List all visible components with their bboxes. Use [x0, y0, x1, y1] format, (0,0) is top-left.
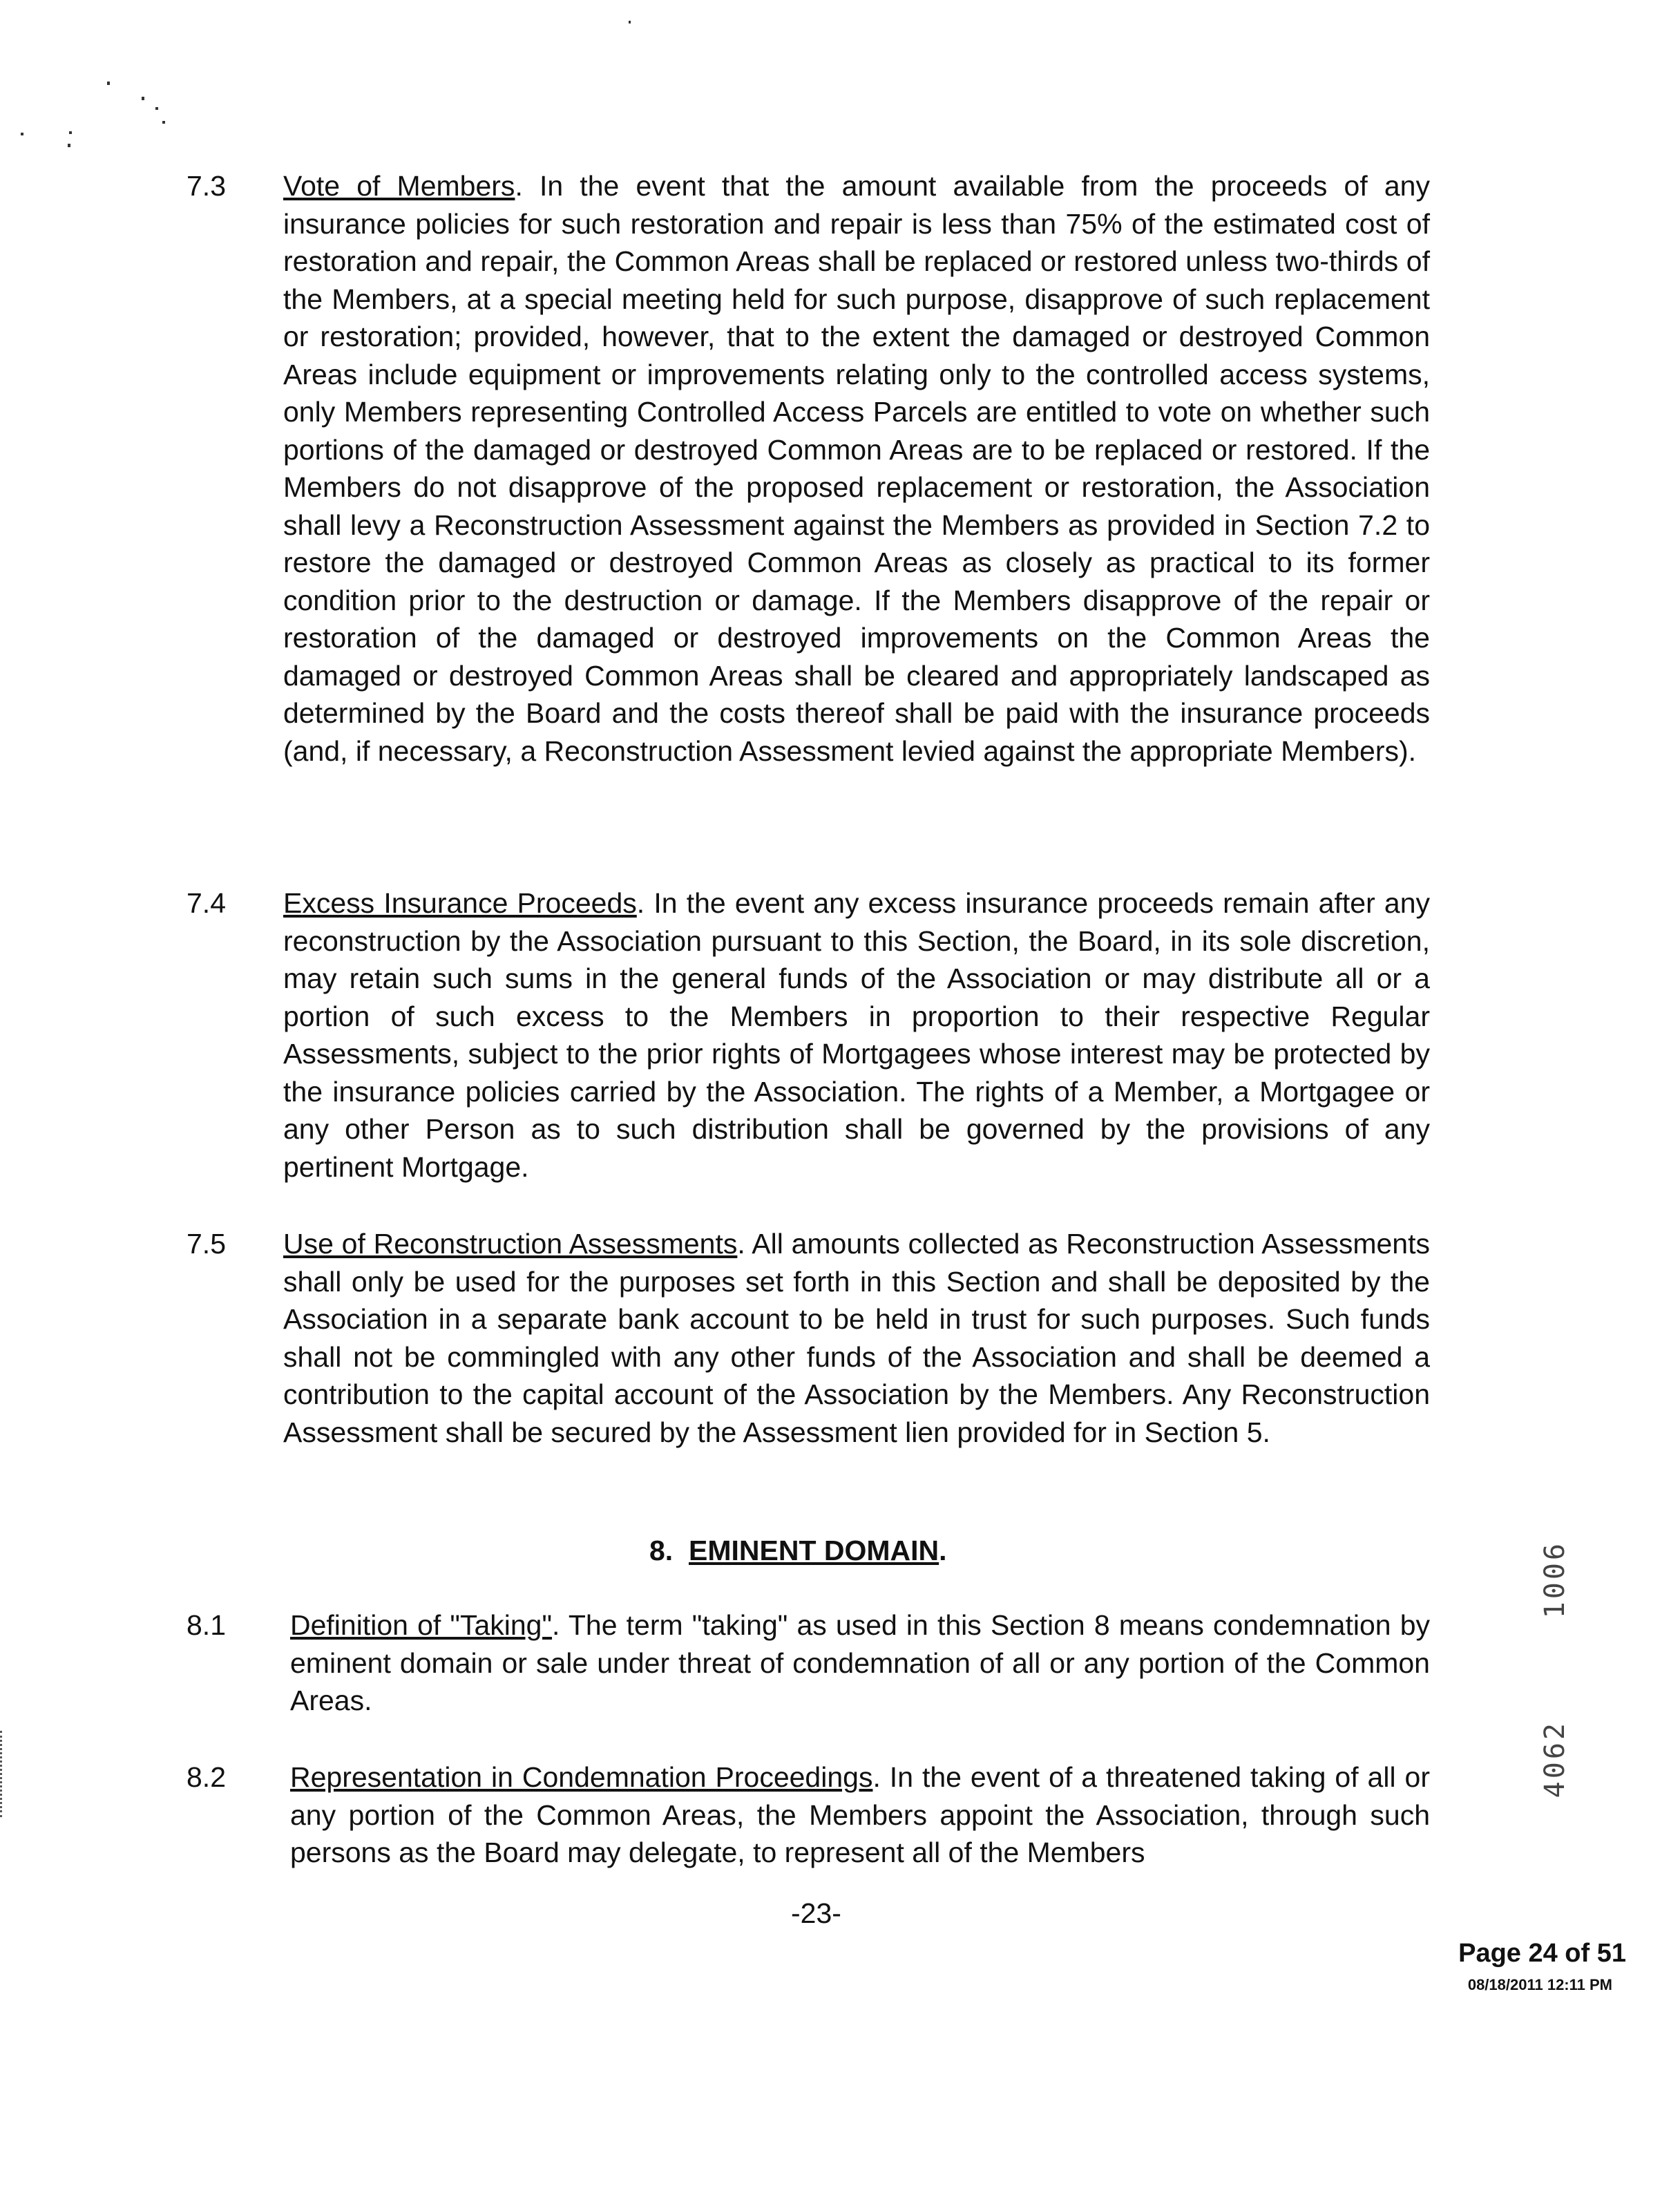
section-heading: Definition of "Taking" — [290, 1609, 553, 1641]
section-text: . All amounts collected as Reconstruction Assessments shall only be used for the purposes set forth in this Section and shall be deposited by the Association in a separate bank account to be held in trust for such purposes. Such funds shall not be commingled with any other funds of the Association and shall be deemed a contribution to the capital account of the Association by the Members. Any Reconstruction Assessment shall be secured by the Assessment lien provided for in Section 5. — [283, 1228, 1431, 1448]
section-text: . The term "taking" as used in this Section 8 means condemnation by eminent domain or sale under threat of condemnation of all or any portion of the Common Areas. — [290, 1609, 1431, 1716]
heading-number: 8. — [649, 1535, 674, 1566]
section-text: . In the event any excess insurance proceeds remain after any reconstruction by the Association pursuant to this Section, the Board, in its sole discretion, may retain such sums in the general funds of the Association or may distribute all or a portion of such excess to the Members in proportion to their respective Regular Assessments, subject to the prior rights of Mortgagees whose interest may be protected by the insurance policies carried by the Association. The rights of a Member, a Mortgagee or any other Person as to such distribution shall be governed by the provisions of any pertinent Mortgage. — [283, 887, 1430, 1183]
section-heading: Vote of Members — [283, 170, 515, 202]
section-body — [283, 884, 1430, 1186]
section-text: . In the event that the amount available from the proceeds of any insurance policies for such restoration and repair is less than 75% of the estimated cost of restoration and repair, the Common Areas shall be replaced or restored unless two-thirds of the Members, at a special meeting held for such purpose, disapprove of such replacement or restoration; provided, however, that to the extent the damaged or destroyed Common Areas include equipment or improvements relating only to the controlled access systems, only Members representing Controlled Access Parcels are entitled to vote on whether such portions of the damaged or destroyed Common Areas are to be replaced or restored. If the Members do not disapprove of the proposed replacement or restoration, the Association shall levy a Reconstruction Assessment against the Members as provided in Section 7.2 to restore the damaged or destroyed Common Areas as closely as practical to its former condition prior to the destruction or damage. If the Members disapprove of the repair or restoration of the damaged or destroyed improvements on the Common Areas the damaged or destroyed Common Areas shall be cleared and appropriately landscaped as determined by the Board and the costs thereof shall be paid with the insurance proceeds (and, if necessary, a Reconstruction Assessment levied against the appropriate Members). — [283, 170, 1430, 767]
scan-speck — [162, 121, 165, 124]
scan-speck — [629, 21, 631, 23]
section-8-heading — [649, 1532, 947, 1569]
side-stamp — [1539, 1541, 1571, 1831]
section-number: 7.3 — [187, 170, 226, 202]
heading-suffix: . — [939, 1535, 947, 1566]
section-body — [283, 167, 1430, 770]
heading-title: EMINENT DOMAIN — [689, 1535, 939, 1566]
scan-speck — [21, 133, 23, 135]
scan-speck — [107, 82, 110, 85]
section-heading: Excess Insurance Proceeds — [283, 887, 637, 919]
stamp-number-bottom: 4062 — [1539, 1720, 1571, 1799]
section-body — [290, 1606, 1430, 1720]
footer-timestamp: 08/18/2011 12:11 PM — [1467, 1976, 1612, 1993]
scan-speck — [68, 144, 70, 147]
section-number: 8.1 — [187, 1609, 226, 1641]
section-number: 8.2 — [187, 1761, 226, 1793]
section-body — [283, 1225, 1430, 1451]
section-number: 7.5 — [187, 1228, 226, 1260]
page-number: -23- — [791, 1897, 841, 1929]
scan-speck — [142, 97, 144, 100]
section-text: . In the event of a threatened taking of all or any portion of the Common Areas, the Members appoint the Association, through such persons as the Board may delegate, to represent all of the Members — [290, 1761, 1430, 1868]
section-number: 7.4 — [187, 887, 226, 919]
scan-edge-marks — [0, 1731, 4, 1817]
stamp-number-top: 1006 — [1539, 1541, 1571, 1619]
section-heading: Representation in Condemnation Proceedings — [290, 1761, 873, 1793]
scan-speck — [155, 107, 158, 110]
section-heading: Use of Reconstruction Assessments — [283, 1228, 738, 1260]
section-body — [290, 1758, 1430, 1872]
footer-page-label: Page 24 of 51 — [1458, 1939, 1626, 1968]
scan-speck — [69, 131, 72, 134]
